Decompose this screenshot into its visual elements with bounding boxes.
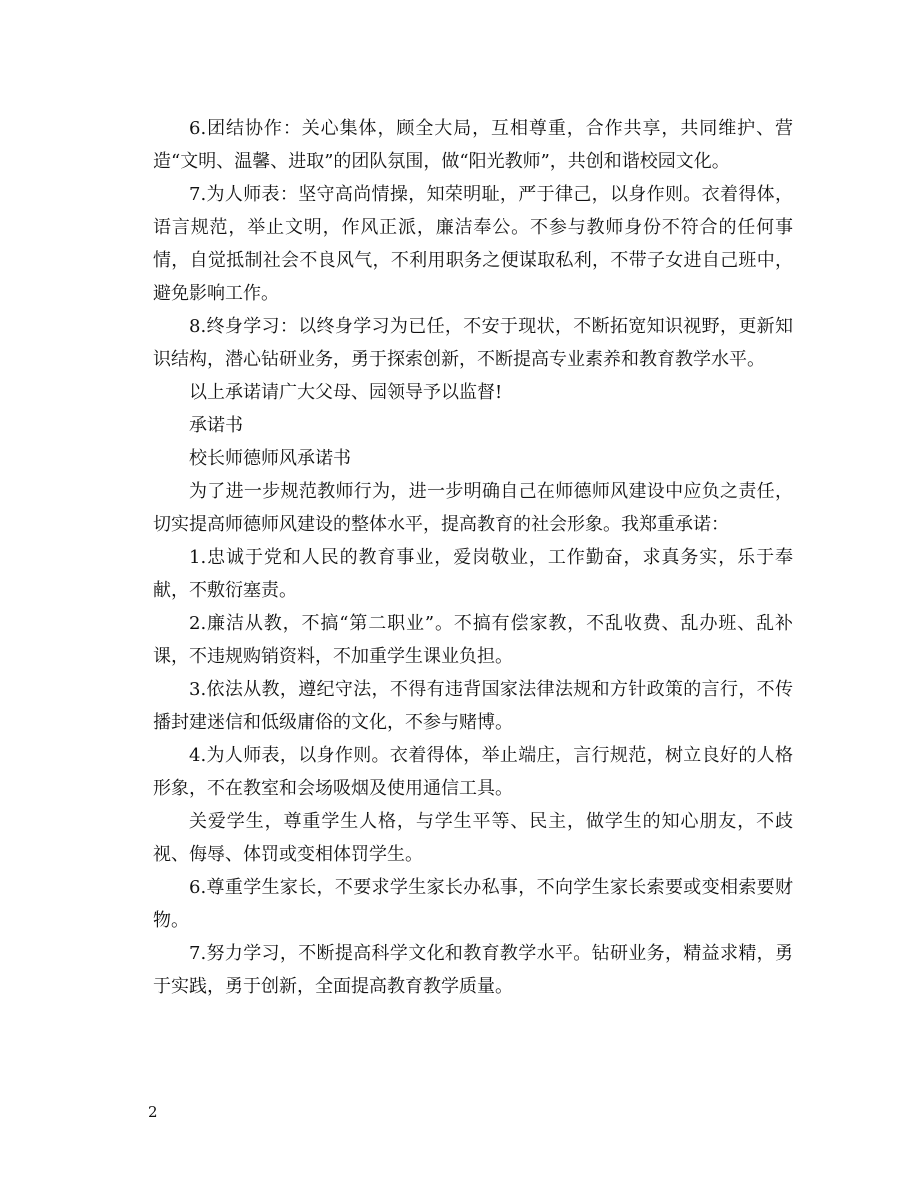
paragraph: 4.为人师表，以身作则。衣着得体，举止端庄，言行规范，树立良好的人格形象，不在教室和会场吸烟及使用通信工具。 bbox=[153, 745, 793, 799]
paragraph: 3.依法从教，遵纪守法，不得有违背国家法律法规和方针政策的言行，不传播封建迷信和低级庸俗的文化，不参与赌博。 bbox=[153, 679, 793, 733]
paragraph: 以上承诺请广大父母、园领导予以监督! bbox=[189, 382, 503, 403]
paragraph: 1.忠诚于党和人民的教育事业，爱岗敬业，工作勤奋，求真务实，乐于奉献，不敷衍塞责。 bbox=[153, 547, 793, 601]
section-heading: 承诺书 bbox=[189, 415, 243, 436]
section-heading: 校长师德师风承诺书 bbox=[189, 448, 351, 469]
page-number: 2 bbox=[148, 1103, 158, 1121]
paragraph: 为了进一步规范教师行为，进一步明确自己在师德师风建设中应负之责任，切实提高师德师风建设的整体水平，提高教育的社会形象。我郑重承诺： bbox=[153, 481, 793, 535]
paragraph: 8.终身学习：以终身学习为已任，不安于现状，不断拓宽知识视野，更新知识结构，潜心钻研业务，勇于探索创新，不断提高专业素养和教育教学水平。 bbox=[153, 316, 793, 370]
paragraph: 6.尊重学生家长，不要求学生家长办私事，不向学生家长索要或变相索要财物。 bbox=[153, 877, 793, 931]
paragraph: 7.努力学习，不断提高科学文化和教育教学水平。钻研业务，精益求精，勇于实践，勇于创新，全面提高教育教学质量。 bbox=[153, 943, 793, 997]
paragraph: 7.为人师表：坚守高尚情操，知荣明耻，严于律己，以身作则。衣着得体，语言规范，举止文明，作风正派，廉洁奉公。不参与教师身份不符合的任何事情，自觉抵制社会不良风气，不利用职务之便谋取私利，不带子女进自己班中，避免影响工作。 bbox=[153, 184, 793, 304]
paragraph: 关爱学生，尊重学生人格，与学生平等、民主，做学生的知心朋友，不歧视、侮辱、体罚或变相体罚学生。 bbox=[153, 811, 793, 865]
paragraph: 2.廉洁从教，不搞“第二职业”。不搞有偿家教，不乱收费、乱办班、乱补课，不违规购销资料，不加重学生课业负担。 bbox=[153, 613, 793, 667]
paragraph: 6.团结协作：关心集体，顾全大局，互相尊重，合作共享，共同维护、营造“文明、温馨、进取”的团队氛围，做“阳光教师”，共创和谐校园文化。 bbox=[153, 118, 793, 172]
document-body bbox=[153, 112, 793, 1003]
